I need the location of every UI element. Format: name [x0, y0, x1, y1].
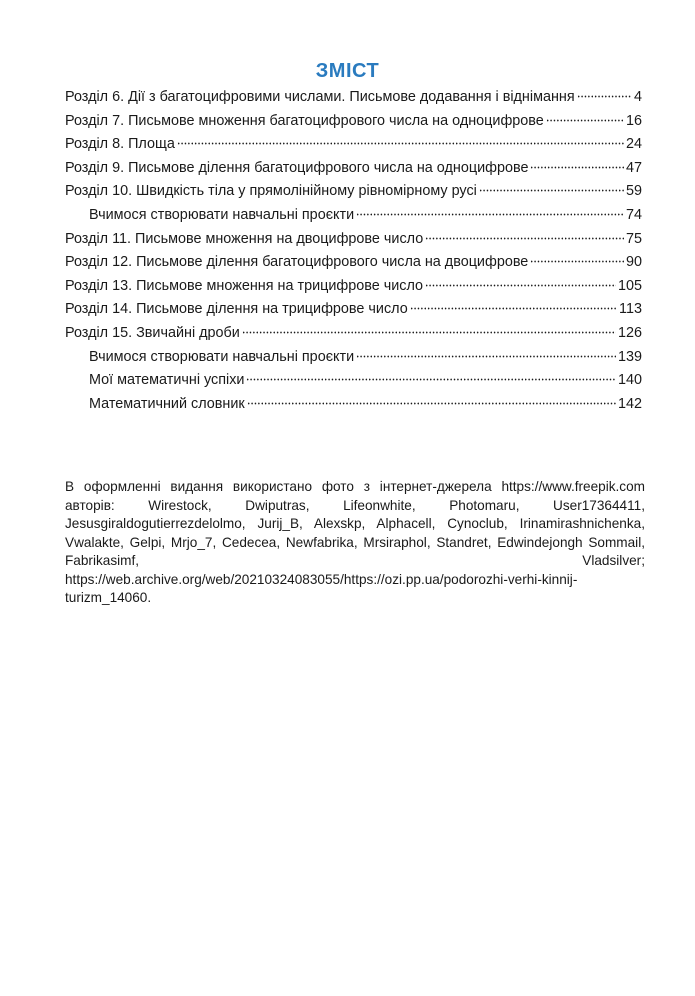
toc-entry-label: Розділ 10. Швидкість тіла у прямолінійному рівномірному русі [65, 183, 477, 200]
toc-entry-section-10[interactable] [65, 180, 642, 204]
toc-entry-page: 59 [625, 183, 642, 200]
dot-leader [425, 226, 624, 240]
toc-entry-section-6[interactable] [65, 86, 642, 110]
toc-entry-label: Мої математичні успіхи [89, 372, 245, 389]
toc-entry-section-9[interactable] [65, 157, 642, 181]
dot-leader [530, 249, 624, 263]
toc-entry-page: 105 [617, 277, 642, 294]
page-title: ЗМІСТ [315, 60, 380, 82]
toc-entry-page: 24 [625, 136, 642, 153]
toc-entry-page: 75 [625, 230, 642, 247]
dot-leader [242, 320, 616, 334]
toc-entry-label: Розділ 12. Письмове ділення багатоцифрового числа на двоцифрове [65, 254, 529, 271]
photo-credits: В оформленні видання використано фото з інтернет-джерела https://www.freepik.com авторів: Wirestock, Dwiputras, Lifeonwhite, Photomaru, User17364411, Jesusgiraldogutierrezdelolmo, Jurij_B, Alexskp, Alphacell, Cynoclub, Irinamirashnichenka, Vwalakte, Gelpi, Mrjo_7, Cedecea, Newfabrika, Mrsiraphol, Standret, Edwindejongh Sommail, Fabrikasimf, Vladsilver; https://web.archive.org/web/20210324083055/https://ozi.pp.ua/podorozhi-verhi-kinnij-turizm_14060. [65, 479, 645, 605]
toc-entry-label: Математичний словник [89, 395, 245, 412]
toc-entry-page: 113 [619, 301, 642, 318]
toc-entry-page: 74 [625, 206, 642, 223]
toc-entry-page: 90 [625, 254, 642, 271]
toc-entry-label: Розділ 14. Письмове ділення на трицифрове число [65, 301, 408, 318]
toc-entry-page: 47 [625, 159, 642, 176]
dot-leader [356, 344, 616, 358]
toc-entry-page: 16 [625, 112, 642, 129]
table-of-contents [65, 86, 642, 416]
toc-entry-glossary[interactable] [65, 393, 642, 417]
dot-leader [546, 108, 624, 122]
toc-entry-page: 142 [617, 395, 642, 412]
toc-entry-section-8[interactable] [65, 133, 642, 157]
toc-entry-section-12[interactable] [65, 251, 642, 275]
toc-entry-projects-2[interactable] [65, 346, 642, 370]
toc-entry-section-13[interactable] [65, 275, 642, 299]
toc-entry-label: Розділ 9. Письмове ділення багатоцифрового числа на одноцифрове [65, 159, 529, 176]
toc-entry-label: Розділ 13. Письмове множення на трицифрове число [65, 277, 424, 294]
toc-entry-successes[interactable] [65, 369, 642, 393]
dot-leader [356, 202, 624, 216]
toc-entry-page: 139 [617, 348, 642, 365]
toc-entry-section-14[interactable] [65, 298, 642, 322]
toc-entry-section-11[interactable] [65, 228, 642, 252]
toc-entry-label: Вчимося створювати навчальні проєкти [89, 348, 355, 365]
dot-leader [425, 273, 616, 287]
toc-entry-label: Розділ 8. Площа [65, 136, 175, 153]
toc-entry-section-7[interactable] [65, 110, 642, 134]
dot-leader [530, 155, 624, 169]
toc-entry-page: 126 [617, 324, 642, 341]
toc-entry-label: Розділ 15. Звичайні дроби [65, 324, 240, 341]
dot-leader [247, 391, 616, 405]
dot-leader [246, 367, 616, 381]
toc-entry-label: Розділ 11. Письмове множення на двоцифрове число [65, 230, 424, 247]
toc-entry-page: 4 [633, 89, 642, 105]
toc-entry-label: Розділ 6. Дії з багатоцифровими числами. Письмове додавання і віднімання [65, 89, 575, 105]
toc-entry-label: Розділ 7. Письмове множення багатоцифрового числа на одноцифрове [65, 112, 544, 129]
toc-entry-label: Вчимося створювати навчальні проєкти [89, 206, 355, 223]
dot-leader [410, 296, 617, 310]
dot-leader [479, 178, 624, 192]
dot-leader [177, 131, 624, 145]
toc-entry-section-15[interactable] [65, 322, 642, 346]
toc-entry-projects-1[interactable] [65, 204, 642, 228]
dot-leader [577, 84, 632, 98]
toc-entry-page: 140 [617, 372, 642, 389]
